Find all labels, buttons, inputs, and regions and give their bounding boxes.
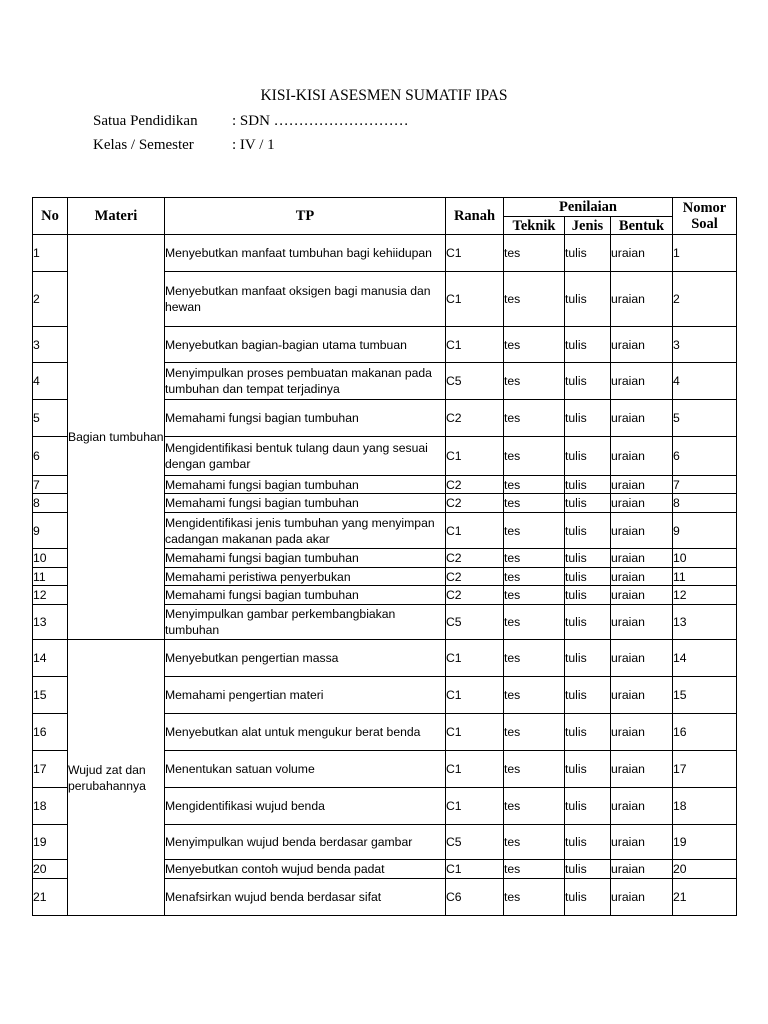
bentuk-cell: uraian: [611, 605, 673, 640]
ranah-cell: C2: [446, 494, 504, 513]
bentuk-cell: uraian: [611, 549, 673, 568]
nomor-soal-cell: 6: [673, 437, 737, 476]
bentuk-cell: uraian: [611, 272, 673, 327]
nomor-soal-cell: 16: [673, 714, 737, 751]
header-tp: TP: [165, 198, 446, 235]
ranah-cell: C1: [446, 788, 504, 825]
bentuk-cell: uraian: [611, 860, 673, 879]
row-number: 8: [33, 494, 68, 513]
nomor-soal-cell: 12: [673, 586, 737, 605]
header-teknik: Teknik: [504, 217, 565, 235]
tp-cell: Menafsirkan wujud benda berdasar sifat: [165, 879, 446, 916]
row-number: 18: [33, 788, 68, 825]
ranah-cell: C5: [446, 363, 504, 400]
class-semester-label: Kelas / Semester: [93, 137, 194, 153]
jenis-cell: tulis: [565, 513, 611, 549]
ranah-cell: C1: [446, 714, 504, 751]
nomor-soal-cell: 11: [673, 568, 737, 586]
header-bentuk: Bentuk: [611, 217, 673, 235]
table-row: [33, 640, 737, 677]
ranah-cell: C5: [446, 825, 504, 860]
header-ranah: Ranah: [446, 198, 504, 235]
nomor-soal-cell: 18: [673, 788, 737, 825]
ranah-cell: C1: [446, 272, 504, 327]
ranah-cell: C2: [446, 476, 504, 494]
jenis-cell: tulis: [565, 788, 611, 825]
teknik-cell: tes: [504, 788, 565, 825]
grid-body: [33, 235, 737, 916]
tp-cell: Mengidentifikasi bentuk tulang daun yang sesuai dengan gambar: [165, 437, 446, 476]
bentuk-cell: uraian: [611, 586, 673, 605]
school-value: : SDN ………………………: [232, 113, 409, 129]
teknik-cell: tes: [504, 437, 565, 476]
nomor-soal-cell: 7: [673, 476, 737, 494]
row-number: 1: [33, 235, 68, 272]
tp-cell: Menyimpulkan proses pembuatan makanan pada tumbuhan dan tempat terjadinya: [165, 363, 446, 400]
tp-cell: Memahami peristiwa penyerbukan: [165, 568, 446, 586]
nomor-soal-cell: 20: [673, 860, 737, 879]
tp-cell: Menyebutkan manfaat oksigen bagi manusia dan hewan: [165, 272, 446, 327]
tp-cell: Menyebutkan bagian-bagian utama tumbuan: [165, 327, 446, 363]
bentuk-cell: uraian: [611, 476, 673, 494]
nomor-soal-cell: 10: [673, 549, 737, 568]
ranah-cell: C1: [446, 640, 504, 677]
row-number: 4: [33, 363, 68, 400]
row-number: 14: [33, 640, 68, 677]
tp-cell: Mengidentifikasi jenis tumbuhan yang menyimpan cadangan makanan pada akar: [165, 513, 446, 549]
row-number: 10: [33, 549, 68, 568]
jenis-cell: tulis: [565, 714, 611, 751]
teknik-cell: tes: [504, 860, 565, 879]
table-row: [33, 235, 737, 272]
bentuk-cell: uraian: [611, 327, 673, 363]
school-label: Satua Pendidikan: [93, 113, 198, 129]
tp-cell: Memahami pengertian materi: [165, 677, 446, 714]
teknik-cell: tes: [504, 605, 565, 640]
row-number: 11: [33, 568, 68, 586]
bentuk-cell: uraian: [611, 751, 673, 788]
nomor-soal-cell: 19: [673, 825, 737, 860]
ranah-cell: C1: [446, 437, 504, 476]
jenis-cell: tulis: [565, 586, 611, 605]
tp-cell: Memahami fungsi bagian tumbuhan: [165, 549, 446, 568]
row-number: 6: [33, 437, 68, 476]
row-number: 19: [33, 825, 68, 860]
bentuk-cell: uraian: [611, 879, 673, 916]
assessment-grid-table: [32, 197, 737, 916]
ranah-cell: C6: [446, 879, 504, 916]
materi-cell: Bagian tumbuhan: [68, 235, 165, 640]
tp-cell: Memahami fungsi bagian tumbuhan: [165, 586, 446, 605]
bentuk-cell: uraian: [611, 640, 673, 677]
teknik-cell: tes: [504, 494, 565, 513]
tp-cell: Menyimpulkan wujud benda berdasar gambar: [165, 825, 446, 860]
row-number: 21: [33, 879, 68, 916]
tp-cell: Mengidentifikasi wujud benda: [165, 788, 446, 825]
bentuk-cell: uraian: [611, 437, 673, 476]
bentuk-cell: uraian: [611, 788, 673, 825]
row-number: 17: [33, 751, 68, 788]
jenis-cell: tulis: [565, 235, 611, 272]
jenis-cell: tulis: [565, 751, 611, 788]
jenis-cell: tulis: [565, 476, 611, 494]
row-number: 9: [33, 513, 68, 549]
ranah-cell: C1: [446, 677, 504, 714]
row-number: 7: [33, 476, 68, 494]
class-semester-value: : IV / 1: [232, 137, 275, 153]
bentuk-cell: uraian: [611, 513, 673, 549]
ranah-cell: C5: [446, 605, 504, 640]
bentuk-cell: uraian: [611, 400, 673, 437]
tp-cell: Menyebutkan manfaat tumbuhan bagi kehiidupan: [165, 235, 446, 272]
teknik-cell: tes: [504, 235, 565, 272]
row-number: 13: [33, 605, 68, 640]
row-number: 15: [33, 677, 68, 714]
jenis-cell: tulis: [565, 825, 611, 860]
nomor-soal-cell: 15: [673, 677, 737, 714]
jenis-cell: tulis: [565, 860, 611, 879]
ranah-cell: C2: [446, 568, 504, 586]
ranah-cell: C1: [446, 860, 504, 879]
teknik-cell: tes: [504, 363, 565, 400]
bentuk-cell: uraian: [611, 714, 673, 751]
tp-cell: Menyebutkan contoh wujud benda padat: [165, 860, 446, 879]
teknik-cell: tes: [504, 476, 565, 494]
document-title: KISI-KISI ASESMEN SUMATIF IPAS: [260, 87, 508, 104]
ranah-cell: C2: [446, 400, 504, 437]
row-number: 2: [33, 272, 68, 327]
tp-cell: Memahami fungsi bagian tumbuhan: [165, 476, 446, 494]
teknik-cell: tes: [504, 825, 565, 860]
nomor-soal-cell: 13: [673, 605, 737, 640]
jenis-cell: tulis: [565, 568, 611, 586]
teknik-cell: tes: [504, 327, 565, 363]
jenis-cell: tulis: [565, 640, 611, 677]
ranah-cell: C1: [446, 513, 504, 549]
nomor-soal-cell: 21: [673, 879, 737, 916]
materi-cell: Wujud zat dan perubahannya: [68, 640, 165, 916]
jenis-cell: tulis: [565, 879, 611, 916]
teknik-cell: tes: [504, 400, 565, 437]
row-number: 12: [33, 586, 68, 605]
nomor-soal-cell: 4: [673, 363, 737, 400]
tp-cell: Menyebutkan pengertian massa: [165, 640, 446, 677]
jenis-cell: tulis: [565, 549, 611, 568]
jenis-cell: tulis: [565, 363, 611, 400]
bentuk-cell: uraian: [611, 568, 673, 586]
nomor-soal-cell: 14: [673, 640, 737, 677]
teknik-cell: tes: [504, 879, 565, 916]
nomor-soal-cell: 8: [673, 494, 737, 513]
bentuk-cell: uraian: [611, 363, 673, 400]
jenis-cell: tulis: [565, 437, 611, 476]
nomor-soal-cell: 1: [673, 235, 737, 272]
nomor-soal-cell: 2: [673, 272, 737, 327]
teknik-cell: tes: [504, 640, 565, 677]
ranah-cell: C1: [446, 235, 504, 272]
header-jenis: Jenis: [565, 217, 611, 235]
row-number: 5: [33, 400, 68, 437]
nomor-soal-cell: 3: [673, 327, 737, 363]
ranah-cell: C1: [446, 327, 504, 363]
nomor-soal-cell: 9: [673, 513, 737, 549]
tp-cell: Memahami fungsi bagian tumbuhan: [165, 400, 446, 437]
bentuk-cell: uraian: [611, 825, 673, 860]
bentuk-cell: uraian: [611, 494, 673, 513]
row-number: 16: [33, 714, 68, 751]
jenis-cell: tulis: [565, 605, 611, 640]
jenis-cell: tulis: [565, 677, 611, 714]
teknik-cell: tes: [504, 272, 565, 327]
ranah-cell: C2: [446, 586, 504, 605]
ranah-cell: C2: [446, 549, 504, 568]
bentuk-cell: uraian: [611, 235, 673, 272]
jenis-cell: tulis: [565, 400, 611, 437]
teknik-cell: tes: [504, 751, 565, 788]
teknik-cell: tes: [504, 549, 565, 568]
teknik-cell: tes: [504, 586, 565, 605]
tp-cell: Menyimpulkan gambar perkembangbiakan tumbuhan: [165, 605, 446, 640]
teknik-cell: tes: [504, 513, 565, 549]
row-number: 3: [33, 327, 68, 363]
jenis-cell: tulis: [565, 494, 611, 513]
header-no: No: [33, 198, 68, 235]
nomor-soal-cell: 17: [673, 751, 737, 788]
header-nomor-soal: Nomor Soal: [673, 198, 737, 235]
header-materi: Materi: [68, 198, 165, 235]
jenis-cell: tulis: [565, 327, 611, 363]
teknik-cell: tes: [504, 677, 565, 714]
row-number: 20: [33, 860, 68, 879]
tp-cell: Menyebutkan alat untuk mengukur berat benda: [165, 714, 446, 751]
header-penilaian: Penilaian: [504, 198, 673, 217]
jenis-cell: tulis: [565, 272, 611, 327]
teknik-cell: tes: [504, 714, 565, 751]
tp-cell: Menentukan satuan volume: [165, 751, 446, 788]
nomor-soal-cell: 5: [673, 400, 737, 437]
bentuk-cell: uraian: [611, 677, 673, 714]
teknik-cell: tes: [504, 568, 565, 586]
tp-cell: Memahami fungsi bagian tumbuhan: [165, 494, 446, 513]
ranah-cell: C1: [446, 751, 504, 788]
